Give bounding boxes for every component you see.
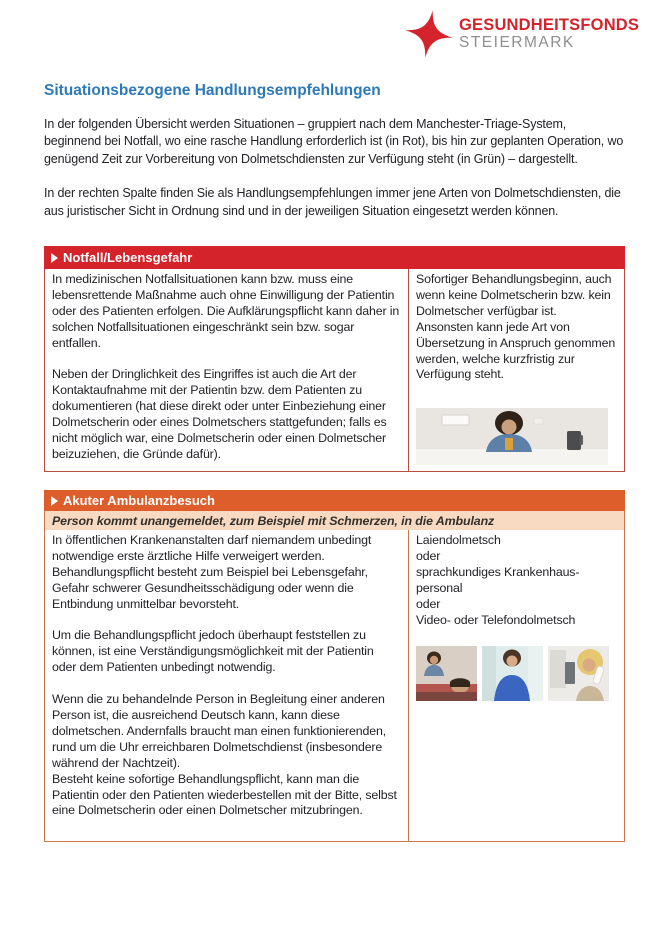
right-triangle-icon xyxy=(51,253,58,263)
section-title-notfall: Notfall/Lebensgefahr xyxy=(63,250,193,266)
ambulanz-subtitle-bar: Person kommt unangemeldet, zum Beispiel mit Schmerzen, in die Ambulanz xyxy=(44,511,625,530)
ambulanz-left-paragraph-1: In öffentlichen Krankenanstalten darf niemandem unbedingt notwendige erste ärztliche Hilfe verweigert werden. Behandlungspflicht besteht zum Beispiel bei Lebensgefahr, Gefahr schwerer Gesundheitsschädigung oder wenn die Entbindung unmittelbar bevorsteht. xyxy=(52,533,372,611)
notfall-table xyxy=(44,269,625,472)
intro-paragraph-2: In der rechten Spalte finden Sie als Handlungsempfehlungen immer jene Arten von Dolmetschdiensten, die aus juristischer Sicht in Ordnung sind und in der jeweiligen Situation eingesetzt werden können. xyxy=(44,186,621,218)
photo-woman-at-hospital-desk xyxy=(416,408,608,465)
ambulanz-table xyxy=(44,530,625,842)
notfall-right-paragraph-2: Ansonsten kann jede Art von Übersetzung in Anspruch genommen werden, welche kurzfristig zur Verfügung steht. xyxy=(416,319,616,382)
logo-star-icon xyxy=(400,5,457,62)
section-title-ambulanz: Akuter Ambulanzbesuch xyxy=(63,493,215,509)
recommendation-photos xyxy=(416,646,617,701)
ambulanz-left-paragraph-3: Wenn die zu behandelnde Person in Begleitung einer anderen Person ist, die ausreichend Deutsch kann, kann diese dolmetschen. Andernfalls braucht man einen funktionierenden, rund um die Uhr erreichbaren Dolmetschdienst (insbesondere während der Nachtzeit). xyxy=(52,692,387,770)
notfall-left-paragraph-2: Neben der Dringlichkeit des Eingriffes ist auch die Art der Kontaktaufnahme mit der Patientin bzw. dem Patienten zu dokumentieren (hat diese direkt oder unter Einbeziehung einer Dolmetscherin oder eines Dolmetschers stattgefunden; falls es nicht möglich war, eine Dolmetscherin oder einen Dolmetscher beizuziehen, die Gründe dafür). xyxy=(52,367,387,461)
ambulanz-left-paragraph-2: Um die Behandlungspflicht jedoch überhaupt feststellen zu können, ist eine Verständigungsmöglichkeit mit der Patientin oder dem Patienten unbedingt notwendig. xyxy=(52,628,374,675)
recommendation-line-1: Laiendolmetsch xyxy=(416,533,501,548)
content-column xyxy=(44,82,625,842)
right-triangle-icon xyxy=(51,496,58,506)
section-header-ambulanz xyxy=(44,490,625,511)
ambulanz-left-paragraph-4: Besteht keine sofortige Behandlungspflicht, kann man die Patientin oder den Patienten wiederbestellen mit der Bitte, selbst eine Dolmetscherin oder einen Dolmetscher mitzubringen. xyxy=(52,771,397,818)
intro-paragraph-1: In der folgenden Übersicht werden Situationen – gruppiert nach dem Manchester-Triage-System, beginnend bei Notfall, wo eine rasche Handlung erforderlich ist (in Rot), bis hin zur geplanten Operation, wo genügend Zeit zur Vorbereitung von Dolmetschdiensten zur Verfügung steht (in Grün) – dargestellt. xyxy=(44,117,624,166)
notfall-left-cell xyxy=(45,269,409,471)
recommendation-line-3: sprachkundiges Krankenhaus-personal xyxy=(416,564,580,595)
logo-brand: GESUNDHEITSFONDS xyxy=(459,16,640,34)
logo-region: STEIERMARK xyxy=(459,34,575,51)
ambulanz-left-cell xyxy=(45,530,409,841)
notfall-left-paragraph-1: In medizinischen Notfallsituationen kann bzw. muss eine lebensrettende Maßnahme auch ohne Einwilligung der Patientin oder des Patienten erfolgen. Die Aufklärungspflicht kann daher in solchen Notfallsituationen eingeschränkt sein bzw. sogar entfallen. xyxy=(52,272,400,350)
recommendation-line-2: oder xyxy=(416,548,441,563)
photo-woman-on-telephone xyxy=(548,646,609,701)
photo-nurse-in-scrubs xyxy=(482,646,543,701)
notfall-right-cell xyxy=(409,269,624,471)
recommendation-line-5: Video- oder Telefondolmetsch xyxy=(416,612,576,627)
ambulanz-right-cell xyxy=(409,530,624,841)
section-header-notfall xyxy=(44,246,625,269)
logo-text xyxy=(459,9,639,52)
recommendation-line-4: oder xyxy=(416,596,441,611)
gesundheitsfonds-logo xyxy=(404,9,639,59)
notfall-right-paragraph-1: Sofortiger Behandlungsbeginn, auch wenn keine Dolmetscherin bzw. kein Dolmetscher verfügbar ist. xyxy=(416,272,612,318)
page-title: Situationsbezogene Handlungsempfehlungen xyxy=(44,82,381,99)
photo-relatives-at-bedside xyxy=(416,646,477,701)
